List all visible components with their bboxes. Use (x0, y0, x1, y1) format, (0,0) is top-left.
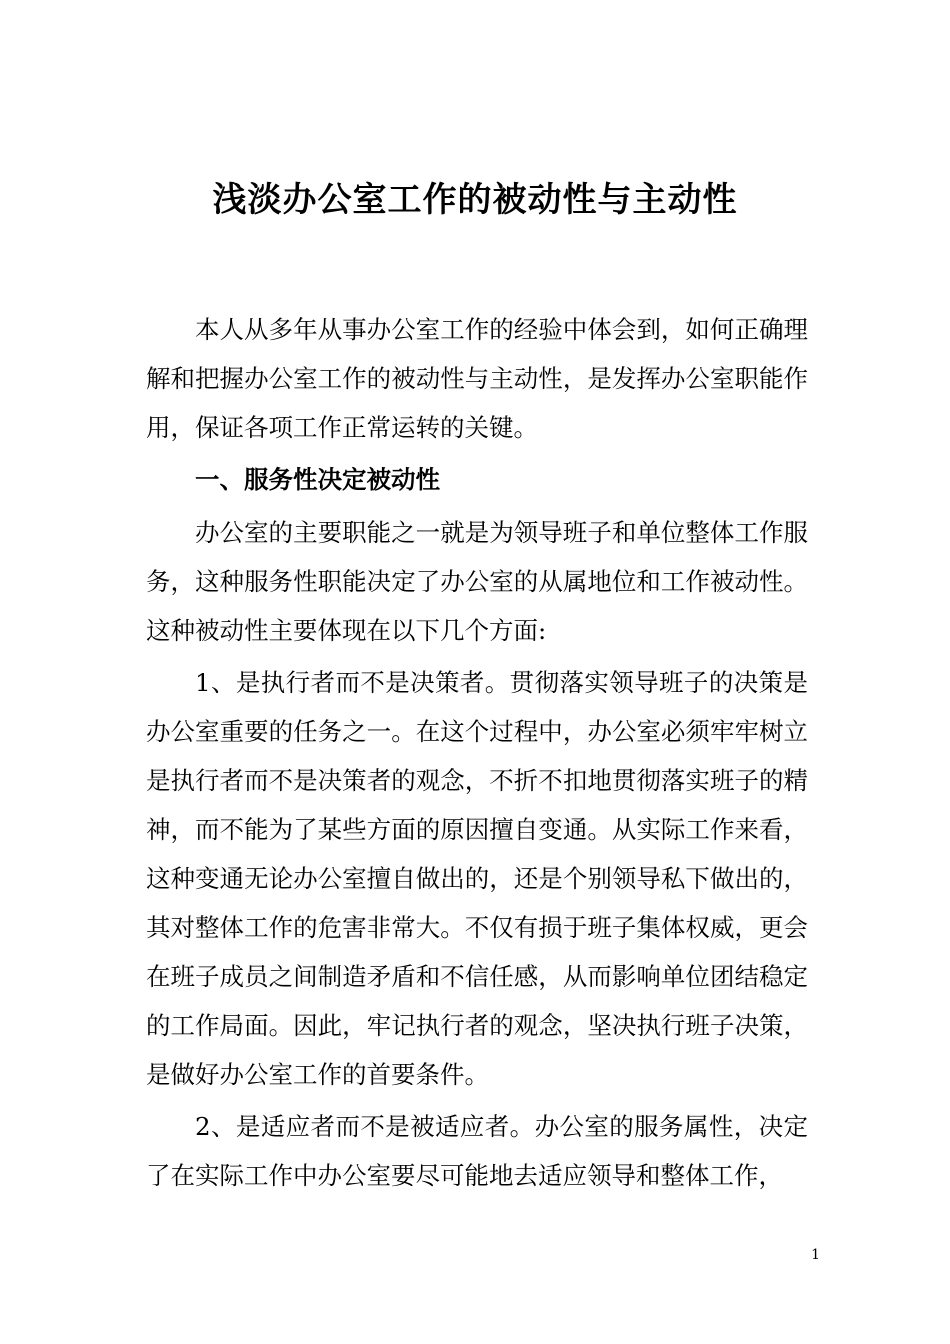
paragraph: 1、是执行者而不是决策者。贯彻落实领导班子的决策是办公室重要的任务之一。在这个过程中，办公室必须牢牢树立是执行者而不是决策者的观念，不折不扣地贯彻落实班子的精神，而不能为了某些方面的原因擅自变通。从实际工作来看，这种变通无论办公室擅自做出的，还是个别领导私下做出的，其对整体工作的危害非常大。不仅有损于班子集体权威，更会在班子成员之间制造矛盾和不信任感，从而影响单位团结稳定的工作局面。因此，牢记执行者的观念，坚决执行班子决策，是做好办公室工作的首要条件。 (146, 668, 808, 1089)
section-heading: 一、服务性决定被动性 (195, 465, 440, 494)
page-title: 浅淡办公室工作的被动性与主动性 (212, 180, 738, 220)
document-body (146, 305, 808, 1203)
page-number: 1 (811, 1247, 820, 1263)
paragraph-intro: 本人从多年从事办公室工作的经验中体会到，如何正确理解和把握办公室工作的被动性与主动性，是发挥办公室职能作用，保证各项工作正常运转的关键。 (146, 315, 808, 442)
paragraph: 2、是适应者而不是被适应者。办公室的服务属性，决定了在实际工作中办公室要尽可能地去适应领导和整体工作， (146, 1112, 808, 1190)
paragraph: 办公室的主要职能之一就是为领导班子和单位整体工作服务，这种服务性职能决定了办公室的从属地位和工作被动性。这种被动性主要体现在以下几个方面: (146, 518, 808, 645)
